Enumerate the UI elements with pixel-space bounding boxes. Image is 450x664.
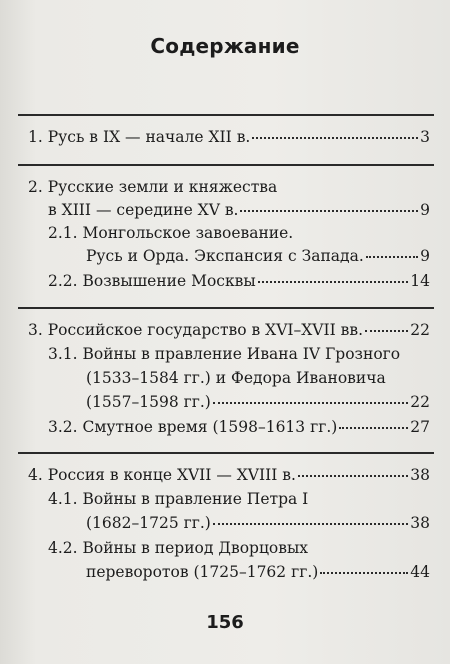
leader-dots (365, 330, 408, 332)
toc-entry-4[interactable] (28, 464, 430, 486)
leader-dots (213, 402, 408, 404)
toc-entry-2[interactable] (48, 199, 430, 221)
leader-dots (213, 523, 408, 525)
toc-entry-2-2[interactable] (48, 270, 430, 292)
toc-entry-label: Русь и Орда. Экспансия с Запада. (86, 247, 364, 265)
toc-entry-label: (1557–1598 гг.) (86, 393, 211, 411)
toc-entry-4-1-line1: 4.1. Войны в правление Петра I (48, 490, 309, 508)
toc-entry-2-1-line1: 2.1. Монгольское завоевание. (48, 224, 294, 242)
leader-dots (252, 137, 418, 139)
page-title: Содержание (150, 34, 300, 58)
toc-entry-label: 2.2. Возвышение Москвы (48, 272, 256, 290)
toc-entry-1[interactable] (28, 126, 430, 148)
toc-entry-4-2[interactable] (86, 561, 430, 583)
toc-entry-3-1[interactable] (86, 391, 430, 413)
toc-entry-2-line1: 2. Русские земли и княжества (28, 178, 278, 196)
divider (18, 114, 434, 116)
toc-entry-label: 1. Русь в IX — начале XII в. (28, 128, 251, 146)
toc-entry-4-1[interactable] (86, 512, 430, 534)
toc-entry-4-2-line1: 4.2. Войны в период Дворцовых (48, 539, 309, 557)
leader-dots (366, 256, 418, 258)
toc-page-number: 27 (410, 418, 430, 436)
toc-page-number: 9 (420, 201, 430, 219)
toc-entry-2-1[interactable] (86, 245, 430, 267)
divider (18, 452, 434, 454)
toc-page-number: 44 (410, 563, 430, 581)
toc-entry-3-1-line2: (1533–1584 гг.) и Федора Ивановича (86, 369, 386, 387)
leader-dots (339, 427, 408, 429)
toc-entry-label: 4. Россия в конце XVII — XVIII в. (28, 466, 296, 484)
divider (18, 164, 434, 166)
leader-dots (320, 572, 408, 574)
leader-dots (258, 281, 409, 283)
divider (18, 307, 434, 309)
toc-page-number: 38 (410, 514, 430, 532)
leader-dots (298, 475, 408, 477)
toc-entry-label: переворотов (1725–1762 гг.) (86, 563, 319, 581)
toc-entry-label: в XIII — середине XV в. (48, 201, 239, 219)
toc-page-number: 22 (410, 321, 430, 339)
leader-dots (240, 210, 418, 212)
toc-entry-label: (1682–1725 гг.) (86, 514, 211, 532)
toc-entry-label: 3.2. Смутное время (1598–1613 гг.) (48, 418, 338, 436)
toc-entry-3-2[interactable] (48, 416, 430, 438)
toc-page-number: 3 (420, 128, 430, 146)
page-number: 156 (206, 612, 244, 633)
toc-entry-3[interactable] (28, 319, 430, 341)
toc-entry-3-1-line1: 3.1. Войны в правление Ивана IV Грозного (48, 345, 401, 363)
toc-page-number: 22 (410, 393, 430, 411)
toc-page-number: 14 (410, 272, 430, 290)
toc-entry-label: 3. Российское государство в XVI–XVII вв. (28, 321, 364, 339)
toc-page-number: 9 (420, 247, 430, 265)
toc-page-number: 38 (410, 466, 430, 484)
